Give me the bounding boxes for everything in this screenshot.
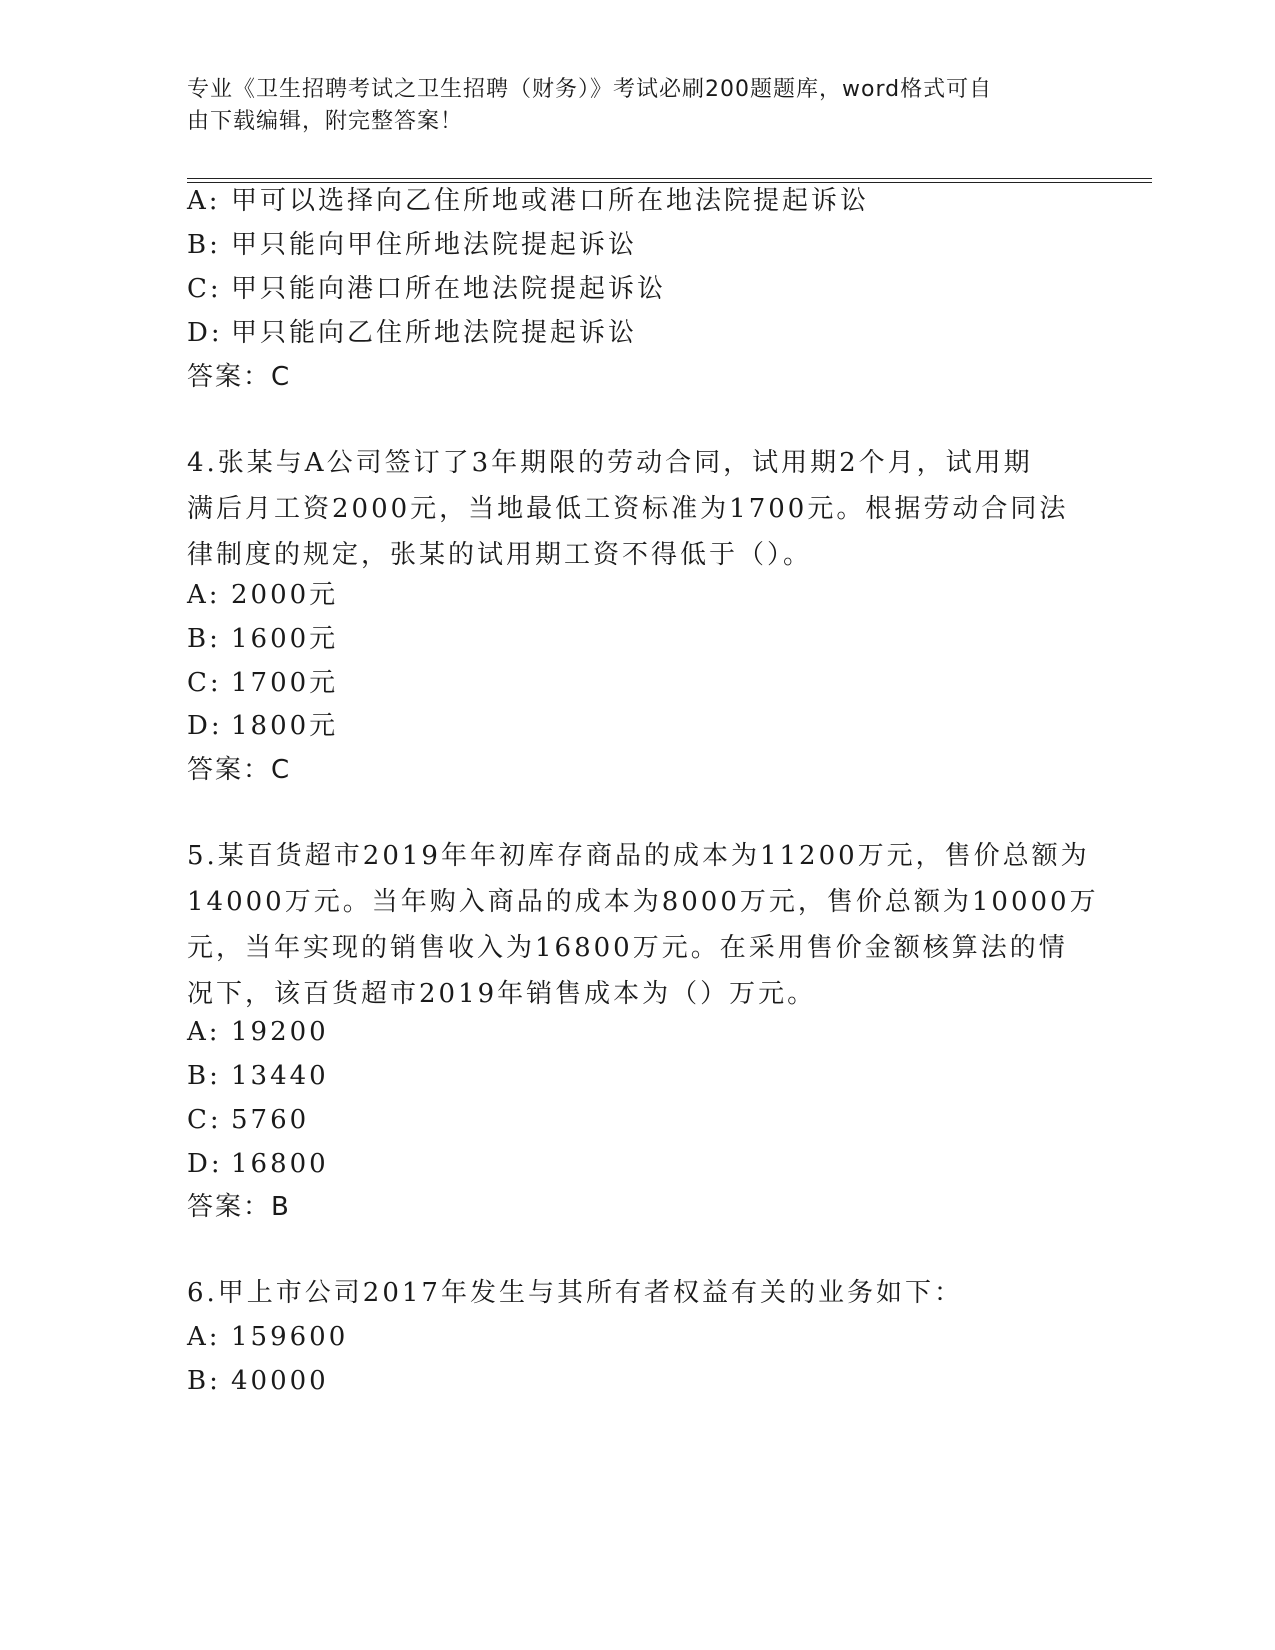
q3-answer: 答案：C: [187, 362, 292, 392]
stem-line: 况下，该百货超市2019年销售成本为（）万元。: [187, 979, 817, 1009]
option-label: A:: [187, 580, 221, 610]
q5-option-c: [187, 1097, 309, 1143]
q6-option-b: [187, 1358, 329, 1404]
q4-option-d: [187, 703, 338, 749]
option-label: B:: [187, 230, 221, 260]
header-line-2: 由下载编辑，附完整答案！: [187, 109, 464, 134]
stem-line: 14000万元。当年购入商品的成本为8000万元，售价总额为10000万: [187, 887, 1099, 917]
stem-line: 5.某百货超市2019年年初库存商品的成本为11200万元，售价总额为: [187, 841, 1090, 871]
q3-option-c: [187, 266, 666, 312]
option-text: 1700元: [231, 668, 339, 698]
q4-option-b: [187, 616, 338, 662]
q3-option-b: [187, 222, 637, 268]
q5-answer: 答案：B: [187, 1192, 291, 1222]
option-text: 甲只能向港口所在地法院提起诉讼: [231, 274, 667, 304]
option-text: 甲只能向甲住所地法院提起诉讼: [231, 230, 638, 260]
q6-stem: [187, 1270, 1087, 1316]
option-label: C:: [187, 1105, 222, 1135]
option-text: 40000: [231, 1366, 329, 1396]
option-text: 16800: [231, 1149, 329, 1179]
option-text: 159600: [231, 1322, 349, 1352]
option-text: 13440: [231, 1061, 329, 1091]
option-label: D:: [187, 318, 223, 348]
stem-line: 4.张某与A公司签订了3年期限的劳动合同，试用期2个月，试用期: [187, 448, 1033, 478]
option-label: C:: [187, 668, 222, 698]
option-label: B:: [187, 624, 221, 654]
document-header: [187, 74, 1067, 138]
option-text: 甲可以选择向乙住所地或港口所在地法院提起诉讼: [231, 186, 870, 216]
option-text: 1600元: [231, 624, 339, 654]
stem-line: 律制度的规定，张某的试用期工资不得低于（）。: [187, 540, 813, 570]
q5-stem: [187, 833, 1099, 1017]
stem-line: 6.甲上市公司2017年发生与其所有者权益有关的业务如下：: [187, 1278, 963, 1308]
q5-option-a: [187, 1009, 329, 1055]
option-label: A:: [187, 1017, 221, 1047]
option-label: D:: [187, 1149, 223, 1179]
q3-option-a: [187, 178, 869, 224]
q3-option-d: [187, 310, 637, 356]
q5-option-b: [187, 1053, 329, 1099]
option-label: C:: [187, 274, 222, 304]
option-label: A:: [187, 1322, 221, 1352]
option-label: A:: [187, 186, 221, 216]
option-text: 1800元: [231, 711, 339, 741]
q4-stem: [187, 440, 1087, 578]
header-line-1: 专业《卫生招聘考试之卫生招聘（财务）》考试必刷200题题库，word格式可自: [187, 77, 993, 102]
q6-option-a: [187, 1314, 348, 1360]
stem-line: 满后月工资2000元，当地最低工资标准为1700元。根据劳动合同法: [187, 494, 1069, 524]
option-text: 5760: [231, 1105, 310, 1135]
stem-line: 元，当年实现的销售收入为16800万元。在采用售价金额核算法的情: [187, 933, 1068, 963]
option-label: D:: [187, 711, 223, 741]
q4-answer: 答案：C: [187, 755, 292, 785]
option-text: 19200: [231, 1017, 329, 1047]
q4-option-c: [187, 660, 338, 706]
option-label: B:: [187, 1366, 221, 1396]
option-label: B:: [187, 1061, 221, 1091]
q5-option-d: [187, 1141, 329, 1187]
option-text: 2000元: [231, 580, 339, 610]
q4-option-a: [187, 572, 338, 618]
option-text: 甲只能向乙住所地法院提起诉讼: [231, 318, 638, 348]
